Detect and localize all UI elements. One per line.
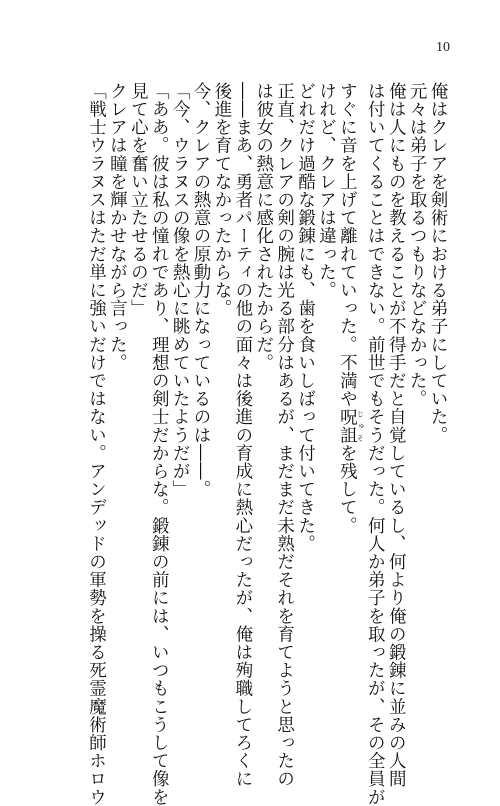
- page-number: 10: [436, 40, 450, 55]
- text-line: 「今、ウラヌスの像を熱心に眺めていたようだが」: [170, 82, 191, 499]
- text-line: は彼女の熱意に感化されたからだ。: [253, 82, 274, 372]
- text-line: 今、クレアの熱意の原動力になっているのは――。: [191, 82, 212, 499]
- ruby-reading: じゅそ: [356, 407, 365, 445]
- text-line: 元々は弟子を取るつもりなどなかった。: [407, 82, 428, 408]
- text-line: 見て心を奮い立たせるのだ」: [128, 82, 149, 318]
- text-line: ――まあ、勇者パーティの他の面々は後進の育成に熱心だったが、俺は殉職してろくに: [232, 82, 253, 788]
- text-line-with-ruby: すぐに音を上げて離れていった。不満や呪詛 じゅそを残して。: [337, 82, 365, 535]
- ruby-annotation: 呪詛 じゅそ: [337, 407, 365, 445]
- text-line: 正直、クレアの剣の腕は光る部分はあるが、まだまだ未熟だそれを育てようと思ったの: [274, 82, 295, 788]
- text-line: 「戦士ウラヌスはただ単に強いだけではない。アンデッドの軍勢を操る死霊魔術師ホロウ: [86, 82, 107, 806]
- text-line: 後進を育てなかったからな。: [211, 82, 232, 318]
- vertical-text-body: [66, 82, 448, 806]
- text-line: 俺はクレアを剣術における弟子にしていた。: [428, 82, 448, 444]
- text-line: クレアは瞳を輝かせながら言った。: [107, 82, 128, 372]
- text-line: 「ああ。彼は私の憧れであり、理想の剣士だからな。鍛錬の前には、いつもこうして像を: [149, 82, 170, 806]
- text-line: どれだけ過酷な鍛錬にも、歯を食いしばって付いてきた。: [295, 82, 316, 553]
- text-line: は付いてくることはできない。前世でもそうだった。何人か弟子を取ったが、その全員が: [365, 82, 386, 806]
- text-line: けれど、クレアは違った。: [316, 82, 337, 300]
- text-line: 俺は人にものを教えることが不得手だと自覚しているし、何より俺の鍛錬に並みの人間: [386, 82, 407, 788]
